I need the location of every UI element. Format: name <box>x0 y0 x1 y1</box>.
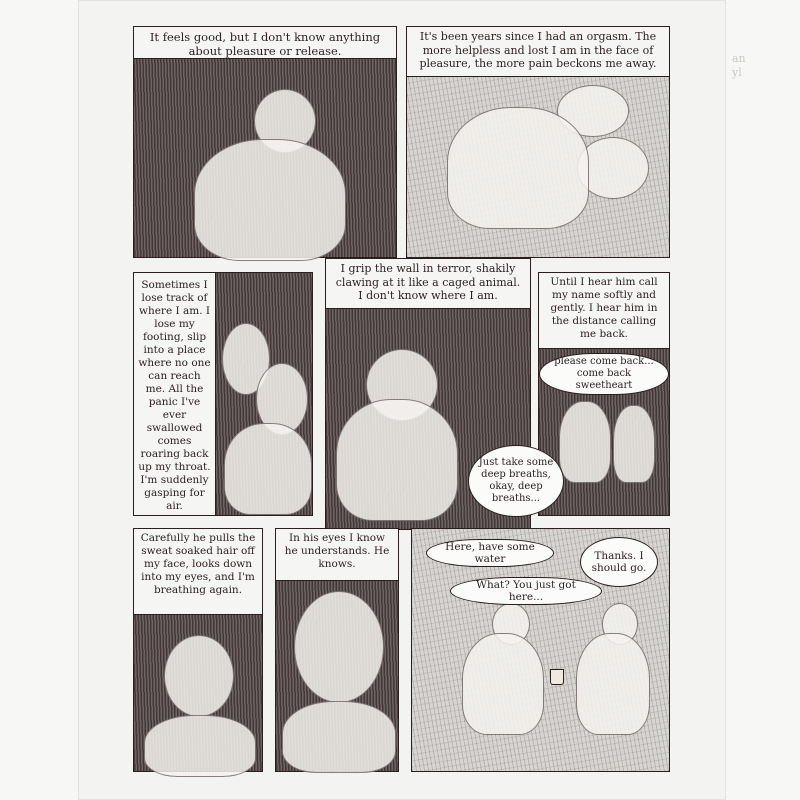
figure-body <box>224 423 312 515</box>
panel-3 <box>133 272 313 516</box>
figure-body <box>282 701 396 773</box>
panel-3-caption: Sometimes I lose track of where I am. I lose my footing, slip into a place where no one can reach me. All the panic I've ever swallowed comes roaring back up my throat. I'm suddenly gasping for air. <box>134 273 216 515</box>
water-cup-icon <box>550 669 564 685</box>
panel-8-speech-bubble-2: Thanks. I should go. <box>580 537 658 587</box>
figure-body <box>144 715 256 777</box>
panel-6 <box>133 528 263 772</box>
panel-8-speech-bubble-3: What? You just got here... <box>450 577 602 605</box>
panel-2-caption: It's been years since I had an orgasm. The more helpless and lost I am in the face of pleasure, the more pain beckons me away. <box>407 27 669 77</box>
panel-7 <box>275 528 399 772</box>
figure-body <box>576 633 650 735</box>
panel-8 <box>411 528 670 772</box>
panel-1 <box>133 26 397 258</box>
figure-body <box>462 633 544 735</box>
panel-6-caption: Carefully he pulls the sweat soaked hair off my face, looks down into my eyes, and I'm breathing again. <box>134 529 262 615</box>
panel-5-caption: Until I hear him call my name softly and gently. I hear him in the distance calling me back. <box>539 273 669 349</box>
panel-2-art <box>407 77 669 257</box>
panel-1-art <box>134 59 396 257</box>
panel-7-caption: In his eyes I know he understands. He knows. <box>276 529 398 581</box>
panel-7-art <box>276 581 398 771</box>
panel-5-speech-bubble: please come back... come back sweetheart <box>539 353 669 395</box>
panel-8-speech-bubble-1: Here, have some water <box>426 539 554 567</box>
panel-3-art <box>216 273 312 515</box>
margin-note: an yl <box>732 52 746 79</box>
figure-body <box>447 107 589 229</box>
figure-body <box>559 401 611 483</box>
panel-4 <box>325 258 554 530</box>
figure-head <box>164 635 234 717</box>
panel-4-speech-bubble: Just take some deep breaths, okay, deep breaths... <box>468 445 564 517</box>
figure-body <box>613 405 655 483</box>
panel-1-caption: It feels good, but I don't know anything about pleasure or release. <box>134 27 396 59</box>
panel-4-caption: I grip the wall in terror, shakily clawing at it like a caged animal. I don't know where I am. <box>326 259 530 309</box>
figure-body <box>336 399 458 521</box>
panel-6-art <box>134 615 262 771</box>
figure-body <box>194 139 346 261</box>
panel-2 <box>406 26 670 258</box>
figure-head <box>294 591 384 703</box>
